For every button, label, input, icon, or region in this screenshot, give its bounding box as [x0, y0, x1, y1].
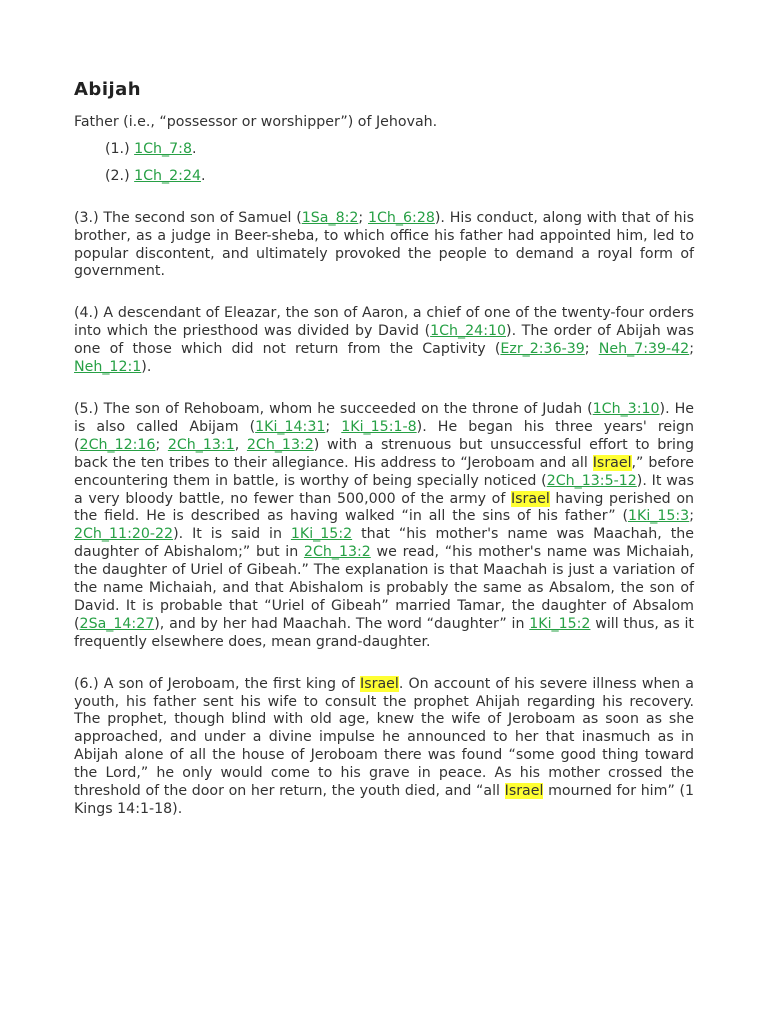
search-highlight: Israel [360, 675, 399, 692]
paragraph-3: (3.) The second son of Samuel (1Sa_8:2; 1Ch_6:28). His conduct, along with that of his brother, as a judge in Beer-sheba, to which office his father had appointed him, led to popular discontent, and ultimately provoked the people to demand a royal form of government. [74, 209, 695, 280]
scripture-link[interactable]: 1Ch_6:28 [368, 209, 435, 226]
paragraph-5: (5.) The son of Rehoboam, whom he succeeded on the throne of Judah (1Ch_3:10). He is also called Abijam (1Ki_14:31; 1Ki_15:1-8). He began his three years' reign (2Ch_12:16; 2Ch_13:1, 2Ch_13:2) with a strenuous but unsuccessful effort to bring back the ten tribes to their allegiance. His address to “Jeroboam and all Israel,” before encountering them in battle, is worthy of being specially noticed (2Ch_13:5-12). It was a very bloody battle, no fewer than 500,000 of the army of Israel having perished on the field. He is described as having walked “in all the sins of his father” (1Ki_15:3; 2Ch_11:20-22). It is said in 1Ki_15:2 that “his mother's name was Maachah, the daughter of Abishalom;” but in 2Ch_13:2 we read, “his mother's name was Michaiah, the daughter of Uriel of Gibeah.” The explanation is that Maachah is just a variation of the name Michaiah, and that Abishalom is probably the same as Absalom, the son of David. It is probable that “Uriel of Gibeah” married Tamar, the daughter of Absalom (2Sa_14:27), and by her had Maachah. The word “daughter” in 1Ki_15:2 will thus, as it frequently elsewhere does, mean grand-daughter. [74, 400, 695, 650]
scripture-link[interactable]: 1Ki_15:2 [529, 615, 591, 632]
scripture-link[interactable]: 2Sa_14:27 [79, 615, 155, 632]
scripture-link[interactable]: 2Ch_12:16 [79, 436, 156, 453]
scripture-link[interactable]: 1Ch_7:8 [134, 140, 192, 157]
scripture-link[interactable]: 1Ch_2:24 [134, 167, 202, 184]
paragraph-4: (4.) A descendant of Eleazar, the son of Aaron, a chief of one of the twenty-four orders into which the priesthood was divided by David (1Ch_24:10). The order of Abijah was one of those which did not return from the Captivity (Ezr_2:36-39; Neh_7:39-42; Neh_12:1). [74, 305, 694, 376]
scripture-link[interactable]: 2Ch_13:2 [303, 544, 371, 561]
entry-definition: Father (i.e., “possessor or worshipper”) of Jehovah. [74, 114, 438, 130]
scripture-link[interactable]: Neh_7:39-42 [598, 341, 690, 358]
scripture-link[interactable]: 2Ch_11:20-22 [74, 526, 174, 543]
scripture-link[interactable]: 1Sa_8:2 [301, 209, 359, 226]
scripture-link[interactable]: 1Ch_3:10 [592, 400, 660, 417]
search-highlight: Israel [504, 783, 544, 800]
sub-entry-1: (1.) 1Ch_7:8. [105, 140, 197, 157]
scripture-link[interactable]: Neh_12:1 [74, 359, 142, 376]
sub-entry-2: (2.) 1Ch_2:24. [105, 167, 206, 184]
scripture-link[interactable]: 1Ki_15:1-8 [341, 418, 417, 435]
paragraph-6: (6.) A son of Jeroboam, the first king of Israel. On account of his severe illness when a youth, his father sent his wife to consult the prophet Ahijah regarding his recovery. The prophet, though blind with old age, knew the wife of Jeroboam as soon as she approached, and under a divine impulse he announced to her that inasmuch as in Abijah alone of all the house of Jeroboam there was found “some good thing toward the Lord,” he only would come to his grave in peace. As his mother crossed the threshold of the door on her return, the youth died, and “all Israel mourned for him” (1 Kings 14:1-18). [74, 675, 695, 817]
scripture-link[interactable]: 1Ch_24:10 [430, 323, 507, 340]
scripture-link[interactable]: Ezr_2:36-39 [500, 341, 585, 358]
scripture-link[interactable]: 2Ch_13:5-12 [546, 472, 637, 489]
scripture-link[interactable]: 2Ch_13:1 [167, 436, 235, 453]
scripture-link[interactable]: 1Ki_14:31 [255, 418, 326, 435]
scripture-link[interactable]: 1Ki_15:2 [290, 526, 353, 543]
entry-title: Abijah [74, 79, 142, 100]
scripture-link[interactable]: 2Ch_13:2 [246, 436, 314, 453]
scripture-link[interactable]: 1Ki_15:3 [627, 508, 690, 525]
search-highlight: Israel [592, 454, 632, 471]
search-highlight: Israel [510, 490, 550, 507]
